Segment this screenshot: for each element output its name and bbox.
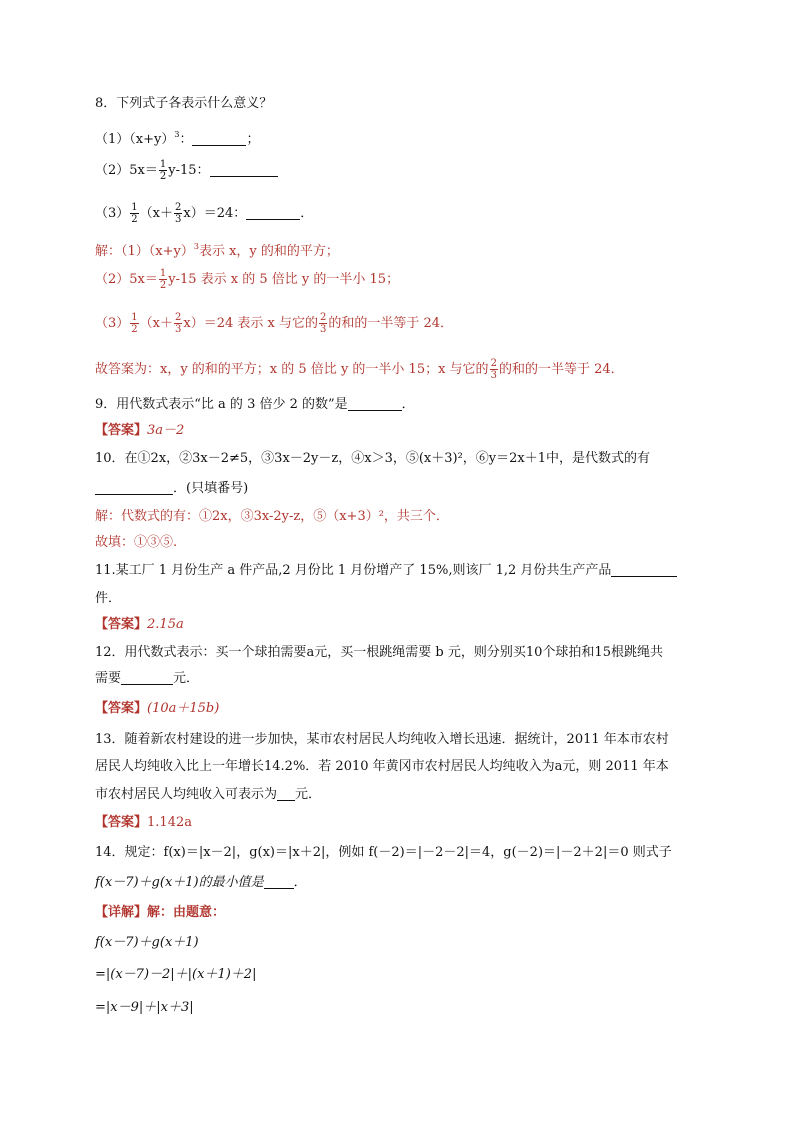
q9-answer <box>95 422 184 440</box>
answer-tag: 【答案】 <box>95 617 148 632</box>
fraction <box>159 268 167 291</box>
q8-solution3-c: x）＝24 表示 x 与它的 <box>183 316 318 331</box>
q8-part2-a: （2）5x＝ <box>95 163 158 178</box>
q12-answer <box>95 700 219 718</box>
q10-line2 <box>95 480 248 498</box>
q12-line2-a: 需要 <box>95 671 122 686</box>
q8-part1-blank[interactable] <box>192 131 246 146</box>
q8-final-a: 故答案为：x，y 的和的平方；x 的 5 倍比 y 的一半小 15；x 与它的 <box>95 362 489 377</box>
q8-solution2-b: y-15 表示 x 的 5 倍比 y 的一半小 15； <box>168 272 400 287</box>
q8-part1-text: （1）（x+y） <box>95 132 175 147</box>
q14-line2-b: ． <box>293 875 307 890</box>
fraction-denominator: 3 <box>319 324 327 335</box>
q13-line1: 13．随着新农村建设的进一步加快，某市农村居民人均纯收入增长迅速．据统计，2011 年本市农村 <box>95 732 669 747</box>
fraction-denominator: 3 <box>175 214 182 225</box>
answer-value: 1.142a <box>147 815 192 830</box>
q8-solution1-b: 表示 x，y 的和的平方； <box>198 244 339 259</box>
q11-text: 11.某工厂 1 月份生产 a 件产品,2 月份比 1 月份增产了 15%,则该厂 1,2 月份共生产产品 <box>95 563 612 578</box>
q14-detail-tag: 【详解】解：由题意： <box>95 905 226 920</box>
q14-line2 <box>95 874 307 892</box>
answer-value: (10a＋15b) <box>147 701 220 716</box>
fraction <box>130 202 138 225</box>
q8-solution1-exponent: 3 <box>193 242 199 251</box>
fraction-numerator: 1 <box>131 202 138 213</box>
q8-part1-colon: ： <box>179 132 193 147</box>
fraction-numerator: 2 <box>175 312 182 323</box>
q10-question: 10．在①2x，②3x－2≠5，③3x－2y－z，④x＞3，⑤(x＋3)²，⑥y＝2x＋1中，是代数式的有 <box>95 451 651 466</box>
fraction-denominator: 3 <box>490 370 497 381</box>
answer-value: 2.15a <box>147 617 184 632</box>
fraction-denominator: 2 <box>131 324 138 335</box>
answer-tag: 【答案】 <box>95 815 148 830</box>
fraction-numerator: 2 <box>490 358 497 369</box>
q11-answer <box>95 616 184 634</box>
q14-line1: 14．规定：f(x)＝|x－2|，g(x)＝|x＋2|，例如 f(－2)＝|－2－2|＝4，g(－2)＝|－2＋2|＝0 则式子 <box>95 845 672 860</box>
q10-blank[interactable] <box>95 480 173 495</box>
fraction <box>130 312 138 335</box>
q10-solution: 解：代数式的有：①2x，③3x-2y-z，⑤（x+3）²，共三个． <box>95 509 449 524</box>
fraction-denominator: 3 <box>175 324 182 335</box>
q12-question: 12．用代数式表示：买一个球拍需要a元，买一根跳绳需要 b 元，则分别买10个球拍和15根跳绳共 <box>95 645 663 660</box>
q12-blank[interactable] <box>121 670 173 685</box>
q13-line3 <box>95 786 321 804</box>
answer-value: 3a－2 <box>147 423 185 438</box>
q9-text: 9．用代数式表示“比 a 的 3 倍少 2 的数”是 <box>95 397 348 412</box>
fraction-numerator: 1 <box>159 159 167 170</box>
q8-final-b: 的和的一半等于 24． <box>498 362 624 377</box>
fraction <box>490 358 498 381</box>
q14-blank[interactable] <box>264 874 294 889</box>
answer-tag: 【答案】 <box>95 423 148 438</box>
q8-part2-blank[interactable] <box>210 162 278 177</box>
q8-part3-c: x）＝24： <box>183 206 247 221</box>
q14-line2-a: f(x－7)＋g(x＋1)的最小值是 <box>95 875 264 890</box>
fraction-numerator: 2 <box>175 202 182 213</box>
q8-solution2 <box>95 268 399 291</box>
q9-question <box>95 396 415 414</box>
fraction <box>319 312 327 335</box>
q8-part3-end: ． <box>300 206 314 221</box>
q11-line2: 件． <box>95 591 122 606</box>
q8-solution3-b: （x＋ <box>139 316 173 331</box>
q14-step3: =|x－9|＋|x＋3| <box>95 1000 194 1015</box>
q8-solution1 <box>95 238 339 261</box>
q14-step1: f(x－7)＋g(x＋1) <box>95 935 199 950</box>
q8-final-answer <box>95 358 624 381</box>
q8-solution3 <box>95 312 453 335</box>
fraction-numerator: 2 <box>319 312 327 323</box>
q8-part3-a: （3） <box>95 206 130 221</box>
q14-step2: =|(x－7)－2|＋|(x＋1)＋2| <box>95 967 257 982</box>
q11-blank[interactable] <box>611 562 677 577</box>
fraction-denominator: 2 <box>131 214 138 225</box>
q8-part3 <box>95 202 313 225</box>
q10-fill: 故填：①③⑤. <box>95 535 178 550</box>
q8-title: 8．下列式子各表示什么意义？ <box>95 96 273 111</box>
q12-line2-b: 元． <box>173 671 200 686</box>
q8-solution2-a: （2）5x＝ <box>95 272 158 287</box>
q9-blank[interactable] <box>348 396 402 411</box>
fraction-numerator: 1 <box>159 268 167 279</box>
q13-line3-b: 元． <box>295 787 322 802</box>
q13-answer <box>95 814 192 832</box>
fraction <box>159 159 167 182</box>
q12-line2 <box>95 670 199 688</box>
q13-blank[interactable] <box>277 786 295 801</box>
q10-line2-end: ．(只填番号) <box>173 481 249 496</box>
q11-question <box>95 562 677 580</box>
q8-solution3-d: 的和的一半等于 24． <box>328 316 454 331</box>
fraction-denominator: 2 <box>159 171 167 182</box>
q9-end: ． <box>401 397 415 412</box>
fraction-denominator: 2 <box>159 280 167 291</box>
q8-part2-b: y-15： <box>168 163 210 178</box>
fraction <box>174 202 182 225</box>
fraction <box>174 312 182 335</box>
q8-part1 <box>95 126 259 149</box>
q8-part2 <box>95 159 278 182</box>
fraction-numerator: 1 <box>131 312 138 323</box>
q8-part1-end: ； <box>246 132 260 147</box>
q8-solution1-a: 解：（1）（x+y） <box>95 244 194 259</box>
q13-line2: 居民人均纯收入比上一年增长14.2%．若 2010 年黄冈市农村居民人均纯收入为a元，则 2011 年本 <box>95 759 669 774</box>
q8-part3-b: （x＋ <box>139 206 173 221</box>
answer-tag: 【答案】 <box>95 701 148 716</box>
q8-part1-exponent: 3 <box>174 130 180 139</box>
q8-part3-blank[interactable] <box>246 205 300 220</box>
q8-solution3-a: （3） <box>95 316 130 331</box>
q13-line3-a: 市农村居民人均纯收入可表示为 <box>95 787 278 802</box>
